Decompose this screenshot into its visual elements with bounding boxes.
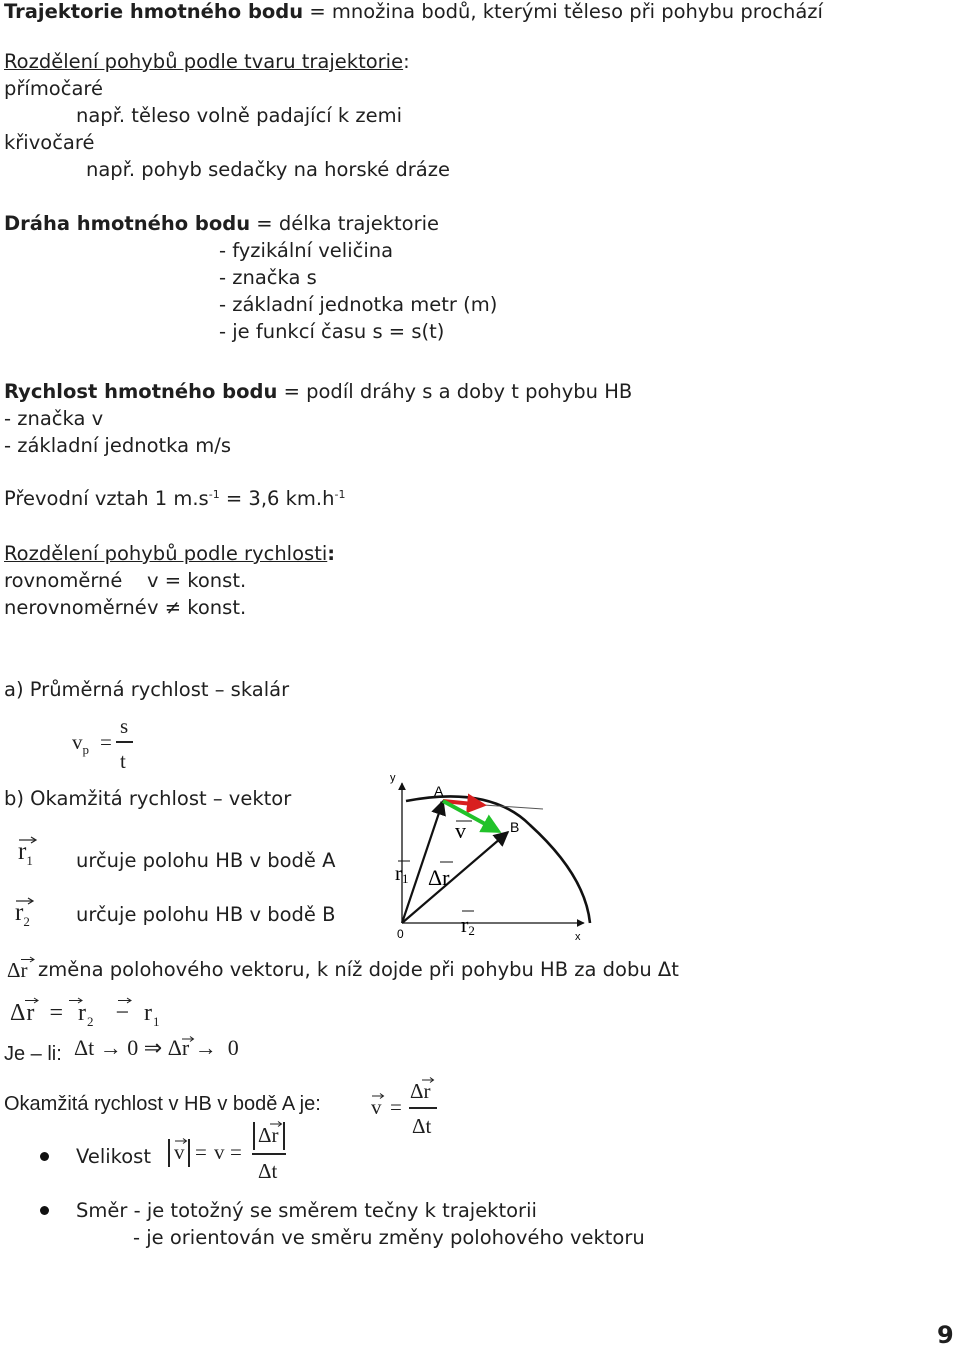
equation-minus: −: [115, 1000, 131, 1026]
bullet-icon: [40, 1152, 49, 1161]
limit-expression: [74, 1035, 239, 1061]
uniform-motion: rovnoměrné: [4, 569, 123, 592]
origin-label: 0: [397, 927, 404, 941]
trajectory-diagram: [380, 765, 610, 945]
equation-lhs: Δr: [10, 1000, 36, 1026]
vector-arrow-icon: [181, 1036, 195, 1042]
average-v: v: [72, 730, 83, 754]
limit-zero: 0: [127, 1035, 139, 1060]
straight-motion: přímočaré: [4, 77, 103, 100]
r2-description: určuje polohu HB v bodě B: [76, 903, 336, 926]
y-axis-label: y: [390, 772, 396, 784]
curved-motion-example: např. pohyb sedačky na horské dráze: [86, 158, 450, 181]
magnitude-v-vector: v: [174, 1140, 185, 1164]
conversion-prefix: Převodní vztah 1 m.s: [4, 487, 209, 510]
r1-label: [395, 861, 409, 886]
shape-division-title-text: Rozdělení pohybů podle tvaru trajektorie: [4, 50, 404, 73]
delta-equation: [10, 1000, 161, 1027]
abs-bar-right: [188, 1139, 190, 1167]
speed-division-title-text: Rozdělení pohybů podle rychlosti: [4, 542, 328, 565]
equation-r1: r: [144, 1000, 154, 1026]
limit-zero: 0: [227, 1035, 239, 1060]
speed-item: - značka v: [4, 407, 104, 430]
path-line: [4, 212, 439, 236]
nonuniform-motion: nerovnoměrné: [4, 596, 147, 619]
vector-arrow-icon: [68, 997, 84, 1004]
r1-label-letter: r: [395, 861, 402, 885]
conversion-exponent: -1: [334, 488, 346, 501]
vector-arrow-icon: [269, 1121, 283, 1127]
r2-label-sub: 2: [468, 923, 475, 938]
path-item: - základní jednotka metr (m): [219, 293, 498, 316]
fraction-bar: [409, 1107, 437, 1109]
shape-division-colon: :: [403, 50, 410, 73]
x-axis-label: x: [575, 931, 581, 943]
magnitude-eq: =: [230, 1140, 242, 1164]
nonuniform-equation: v ≠ konst.: [147, 596, 247, 619]
r1-letter: r: [18, 838, 27, 865]
magnitude-denominator: Δt: [258, 1159, 278, 1183]
vector-arrow-icon: [15, 897, 35, 905]
vector-arrow-icon: [20, 956, 36, 963]
instant-speed-numerator: Δr: [410, 1079, 431, 1103]
vector-arrow-icon: [371, 1093, 385, 1099]
delta-r-description: změna polohového vektoru, k níž dojde při pohybu HB za dobu Δt: [38, 958, 679, 981]
r2-label-letter: r: [461, 912, 469, 937]
speed-division-title: [4, 542, 335, 566]
vector-arrow-icon: [117, 997, 133, 1004]
uniform-equation: v = konst.: [147, 569, 247, 592]
average-speed-label: a) Průměrná rychlost – skalár: [4, 678, 290, 701]
vector-arrow-icon: [174, 1138, 188, 1144]
speed-line: [4, 380, 632, 404]
bullet-icon: [40, 1206, 49, 1215]
equation-r1-sub: 1: [153, 1013, 161, 1029]
path-item: - je funkcí času s = s(t): [219, 320, 445, 343]
delta-r-symbol: Δr: [7, 958, 28, 982]
equation-r2-sub: 2: [86, 1013, 95, 1029]
direction-line-2: - je orientován ve směru změny polohového vektoru: [133, 1226, 645, 1249]
average-eq: =: [100, 730, 112, 754]
magnitude-numerator: Δr: [258, 1123, 279, 1147]
trajectory-definition: = množina bodů, kterými těleso při pohybu prochází: [303, 0, 823, 23]
vector-arrow-icon: [18, 836, 38, 844]
v-label: v: [455, 818, 466, 843]
instant-speed-eq: =: [390, 1095, 402, 1119]
instant-speed-denominator: Δt: [412, 1114, 432, 1138]
fraction-bar: [252, 1153, 286, 1155]
magnitude-eq: =: [195, 1140, 207, 1164]
magnitude-v: v: [214, 1140, 225, 1164]
speed-division-colon: :: [327, 542, 336, 565]
conversion-exponent: -1: [208, 488, 220, 501]
r1-label-sub: 1: [402, 871, 409, 886]
path-item: - značka s: [219, 266, 317, 289]
limit-arrow: →: [194, 1035, 217, 1060]
point-a-label: A: [434, 783, 444, 799]
average-denominator: t: [120, 749, 126, 773]
average-sub: p: [82, 742, 89, 758]
point-b-label: B: [510, 819, 520, 835]
limit-implies: ⇒: [143, 1035, 163, 1060]
fraction-bar: [116, 741, 133, 743]
r2-sub: 2: [23, 914, 30, 929]
path-term: Dráha hmotného bodu: [4, 212, 251, 235]
speed-definition: = podíl dráhy s a doby t pohybu HB: [277, 380, 633, 403]
instant-speed-point-a: Okamžitá rychlost v HB v bodě A je:: [4, 1093, 321, 1115]
trajectory-line: [4, 0, 823, 24]
abs-bar-left: [253, 1122, 255, 1150]
speed-item: - základní jednotka m/s: [4, 434, 231, 457]
trajectory-term: Trajektorie hmotného bodu: [4, 0, 304, 23]
equation-eq: =: [49, 1000, 64, 1026]
limit-dr: Δr: [167, 1035, 190, 1060]
limit-prefix: Je – li:: [4, 1043, 62, 1065]
limit-dt: Δt: [74, 1035, 95, 1060]
limit-arrow: →: [99, 1035, 122, 1060]
delta-r-label: Δr: [428, 865, 450, 890]
r1-sub: 1: [26, 853, 33, 868]
direction-line-1: Směr - je totožný se směrem tečny k trajektorii: [76, 1199, 537, 1222]
instant-speed-label: b) Okamžitá rychlost – vektor: [4, 787, 292, 810]
trajectory-curve: [406, 796, 590, 923]
abs-bar-right: [283, 1122, 285, 1150]
conversion-line: [4, 487, 345, 511]
r2-letter: r: [15, 899, 24, 926]
r2-label: [461, 912, 475, 938]
average-numerator: s: [120, 714, 129, 738]
average-lhs: [72, 730, 89, 758]
speed-term: Rychlost hmotného bodu: [4, 380, 278, 403]
instant-speed-lhs: v: [371, 1095, 382, 1119]
magnitude-label: Velikost: [76, 1145, 151, 1168]
conversion-middle: = 3,6 km.h: [219, 487, 335, 510]
vector-arrow-icon: [421, 1077, 435, 1083]
equation-r2: r: [77, 1000, 87, 1026]
r1-description: určuje polohu HB v bodě A: [76, 849, 336, 872]
vector-arrow-icon: [24, 997, 40, 1004]
abs-bar-left: [168, 1139, 170, 1167]
curved-motion: křivočaré: [4, 131, 95, 154]
straight-motion-example: např. těleso volně padající k zemi: [76, 104, 403, 127]
shape-division-title: [4, 50, 410, 74]
page-number: 9: [937, 1321, 954, 1349]
path-definition: = délka trajektorie: [250, 212, 440, 235]
path-item: - fyzikální veličina: [219, 239, 394, 262]
